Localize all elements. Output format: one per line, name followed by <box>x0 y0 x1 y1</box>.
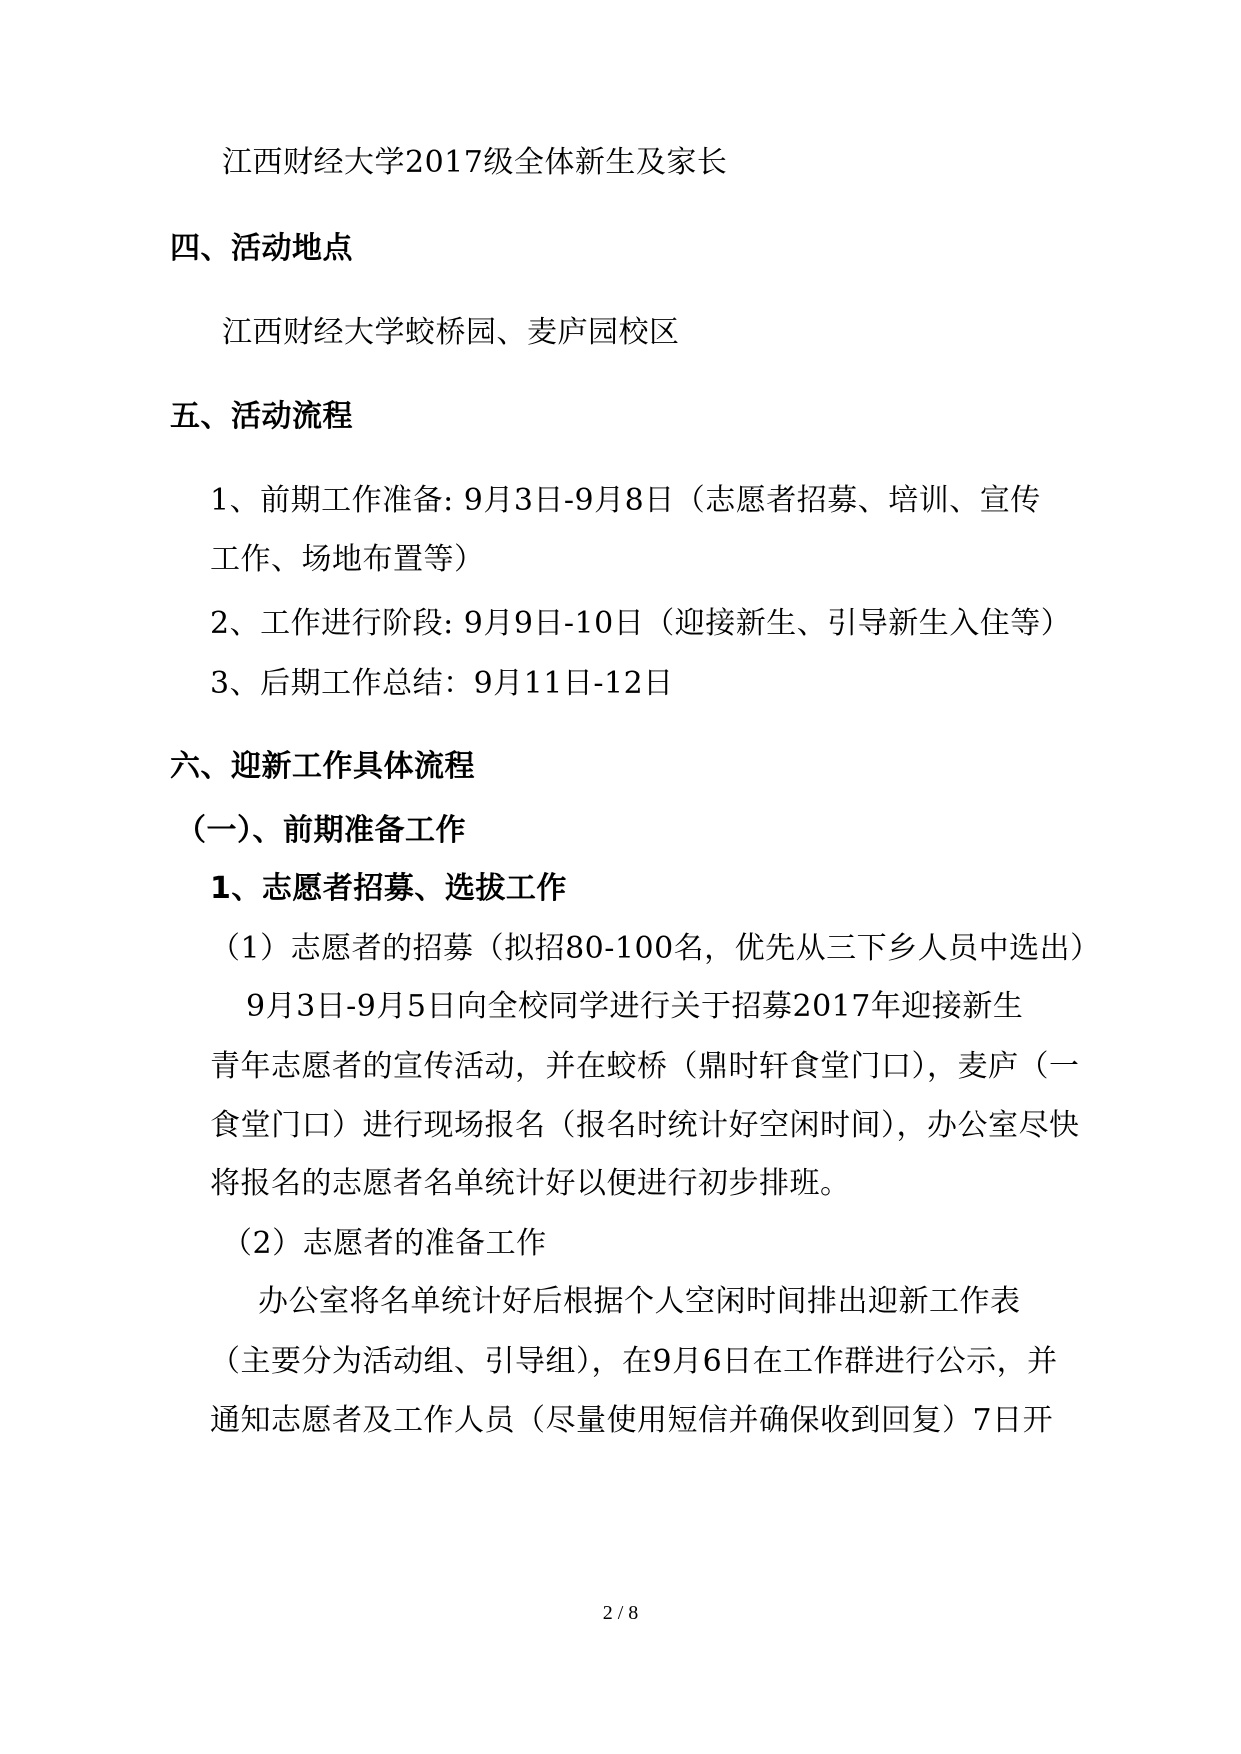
section6-heading: 六、迎新工作具体流程 <box>170 749 475 784</box>
paragraph1-line1: 9月3日-9月5日向全校同学进行关于招募2017年迎接新生 <box>246 989 1024 1024</box>
section5-item1-line1: 1、前期工作准备: 9月3日-9月8日（志愿者招募、培训、宣传 <box>210 483 1041 518</box>
paragraph1-line3: 食堂门口）进行现场报名（报名时统计好空闲时间），办公室尽快 <box>210 1108 1080 1143</box>
paragraph2-line2: （主要分为活动组、引导组），在9月6日在工作群进行公示，并 <box>210 1344 1058 1379</box>
paragraph1-line2: 青年志愿者的宣传活动，并在蛟桥（鼎时轩食堂门口），麦庐（一 <box>210 1049 1080 1084</box>
section5-heading: 五、活动流程 <box>170 399 353 434</box>
section5-item2: 2、工作进行阶段: 9月9日-10日（迎接新生、引导新生入住等） <box>210 606 1072 641</box>
participants-line: 江西财经大学2017级全体新生及家长 <box>222 145 728 180</box>
paragraph2-line3: 通知志愿者及工作人员（尽量使用短信并确保收到回复）7日开 <box>210 1403 1054 1438</box>
section4-body: 江西财经大学蛟桥园、麦庐园校区 <box>222 315 680 350</box>
subsection1-1-heading: 1、志愿者招募、选拔工作 <box>210 871 567 906</box>
subsection1-heading: （一）、前期准备工作 <box>176 813 466 848</box>
section4-heading: 四、活动地点 <box>170 231 353 266</box>
section5-item3: 3、后期工作总结：9月11日-12日 <box>210 666 674 701</box>
paragraph1-title: （1）志愿者的招募（拟招80-100名，优先从三下乡人员中选出） <box>210 931 1101 966</box>
paragraph2-line1: 办公室将名单统计好后根据个人空闲时间排出迎新工作表 <box>258 1284 1021 1319</box>
page-number: 2 / 8 <box>602 1602 639 1624</box>
paragraph1-line4: 将报名的志愿者名单统计好以便进行初步排班。 <box>210 1166 851 1201</box>
section5-item1-line2: 工作、场地布置等） <box>210 542 485 577</box>
paragraph2-title: （2）志愿者的准备工作 <box>222 1226 547 1261</box>
